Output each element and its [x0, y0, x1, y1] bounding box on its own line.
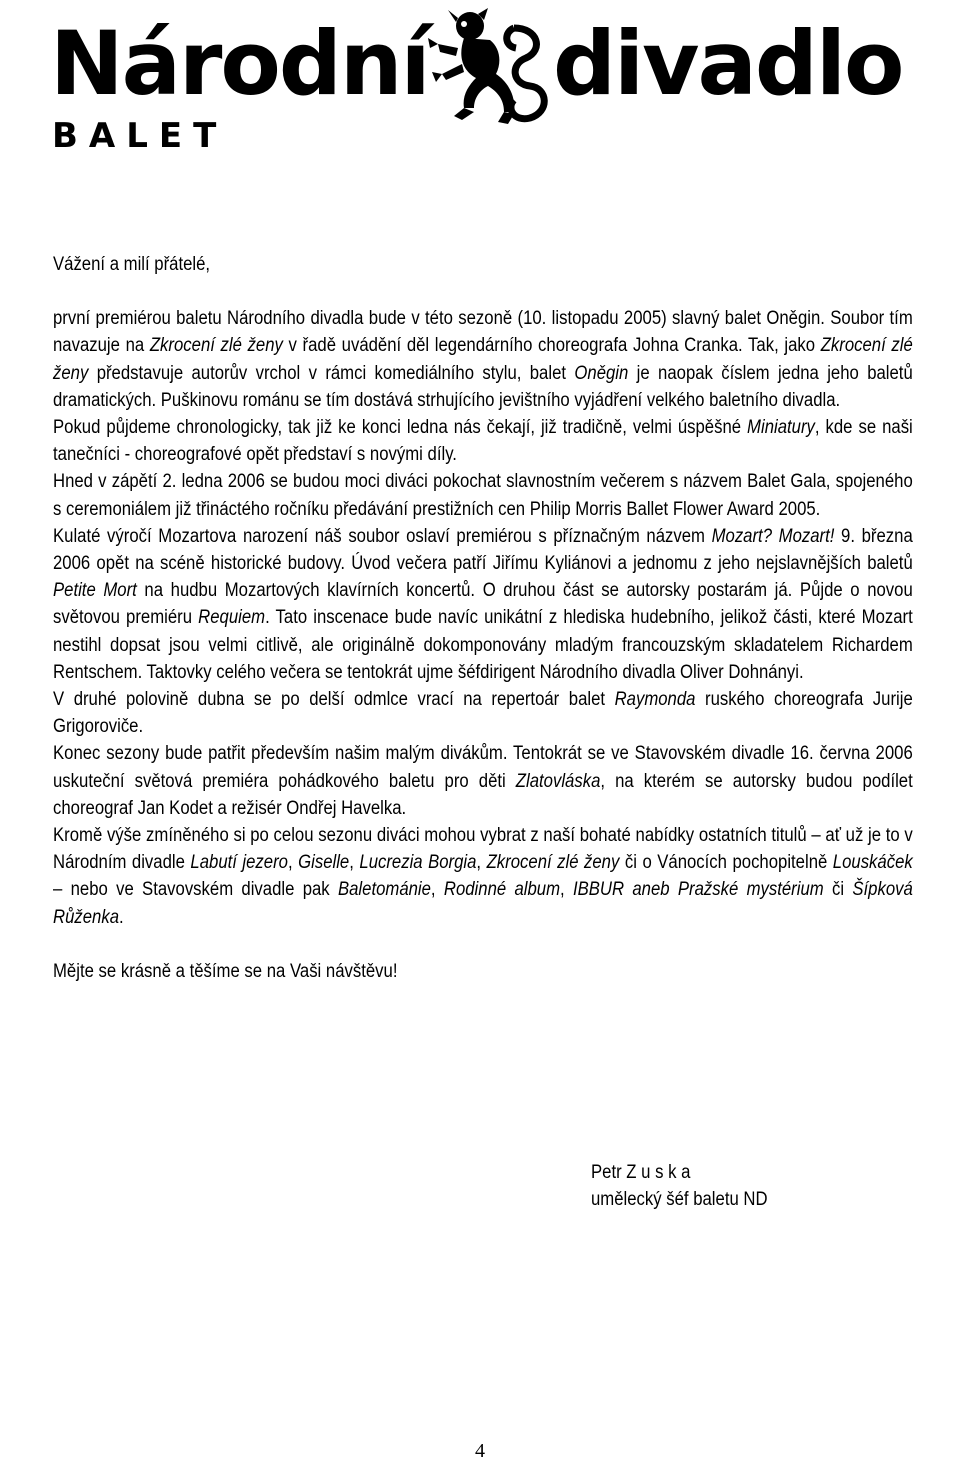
- letterhead: [48, 8, 903, 158]
- greeting: Vážení a milí přátelé,: [53, 254, 211, 275]
- signature-role: umělecký šéf baletu ND: [591, 1189, 768, 1210]
- lion-emblem-icon: [418, 8, 558, 136]
- paragraph-zlatovlaska: Konec sezony bude patřit především našim malým divákům. Tentokrát se ve Stavovském divadle 16. června 2006 uskuteční světová premiéra pohádkového baletu pro děti Zlatovláska, na kterém se autorsky budou podílet choreograf Jan Kodet a režisér Ondřej Havelka.: [53, 743, 913, 819]
- signature-name: Petr Z u s k a: [591, 1162, 691, 1183]
- closing-line: Mějte se krásně a těšíme se na Vaši návštěvu!: [53, 960, 398, 982]
- letter-body: [53, 251, 913, 985]
- subbrand-balet: BALET: [52, 116, 228, 156]
- brand-name-right: divadlo: [553, 12, 903, 115]
- paragraph-repertoire: Kromě výše zmíněného si po celou sezonu diváci mohou vybrat z naší bohaté nabídky ostatních titulů – ať už je to v Národním divadle Labutí jezero, Giselle, Lucrezia Borgia, Zkrocení zlé ženy či o Vánocích pochopitelně Louskáček – nebo ve Stavovském divadle pak Baletománie, Rodinné album, IBBUR aneb Pražské mystérium či Šípková Růženka.: [53, 825, 913, 928]
- paragraph-raymonda: V druhé polovině dubna se po delší odmlce vrací na repertoár balet Raymonda ruského choreografa Jurije Grigoroviče.: [53, 689, 913, 738]
- paragraph-onegin: první premiérou baletu Národního divadla bude v této sezoně (10. listopadu 2005) slavný balet Oněgin. Soubor tím navazuje na Zkrocení zlé ženy v řadě uvádění děl legendárního choreografa Johna Cranka. Tak, jako Zkrocení zlé ženy představuje autorův vrchol v rámci komediálního stylu, balet Oněgin je naopak číslem jedna jeho baletů dramatických. Puškinovu románu se tím dostává strhujícího jevištního vyjádření velkého baletního divadla.: [53, 308, 913, 411]
- brand-name-left: Národní: [50, 12, 429, 115]
- page-number: 4: [475, 1440, 485, 1462]
- paragraph-miniatury: Pokud půjdeme chronologicky, tak již ke konci ledna nás čekají, již tradičně, velmi úspěšné Miniatury, kde se naši tanečníci - choreografové opět představí s novými díly.: [53, 417, 913, 466]
- signature-block: [591, 1159, 768, 1213]
- paragraph-mozart: Kulaté výročí Mozartova narození náš soubor oslaví premiérou s příznačným názvem Mozart? Mozart! 9. března 2006 opět na scéně historické budovy. Úvod večera patří Jiřímu Kyliánovi a jednomu z jeho nejslavnějších baletů Petite Mort na hudbu Mozartových klavírních koncertů. O druhou část se autorsky postarám já. Půjde o novou světovou premiéru Requiem. Tato inscenace bude navíc unikátní z hlediska hudebního, jelikož části, které Mozart nestihl dopsat jsou velmi citlivě, ale originálně dokomponovány mladým francouzským skladatelem Richardem Rentschem. Taktovky celého večera se tentokrát ujme šéfdirigent Národního divadla Oliver Dohnányi.: [53, 525, 913, 683]
- paragraph-gala: Hned v zápětí 2. ledna 2006 se budou moci diváci pokochat slavnostním večerem s názvem Balet Gala, spojeného s ceremoniálem již třináctého ročníku předávání prestižních cen Philip Morris Ballet Flower Award 2005.: [53, 471, 913, 520]
